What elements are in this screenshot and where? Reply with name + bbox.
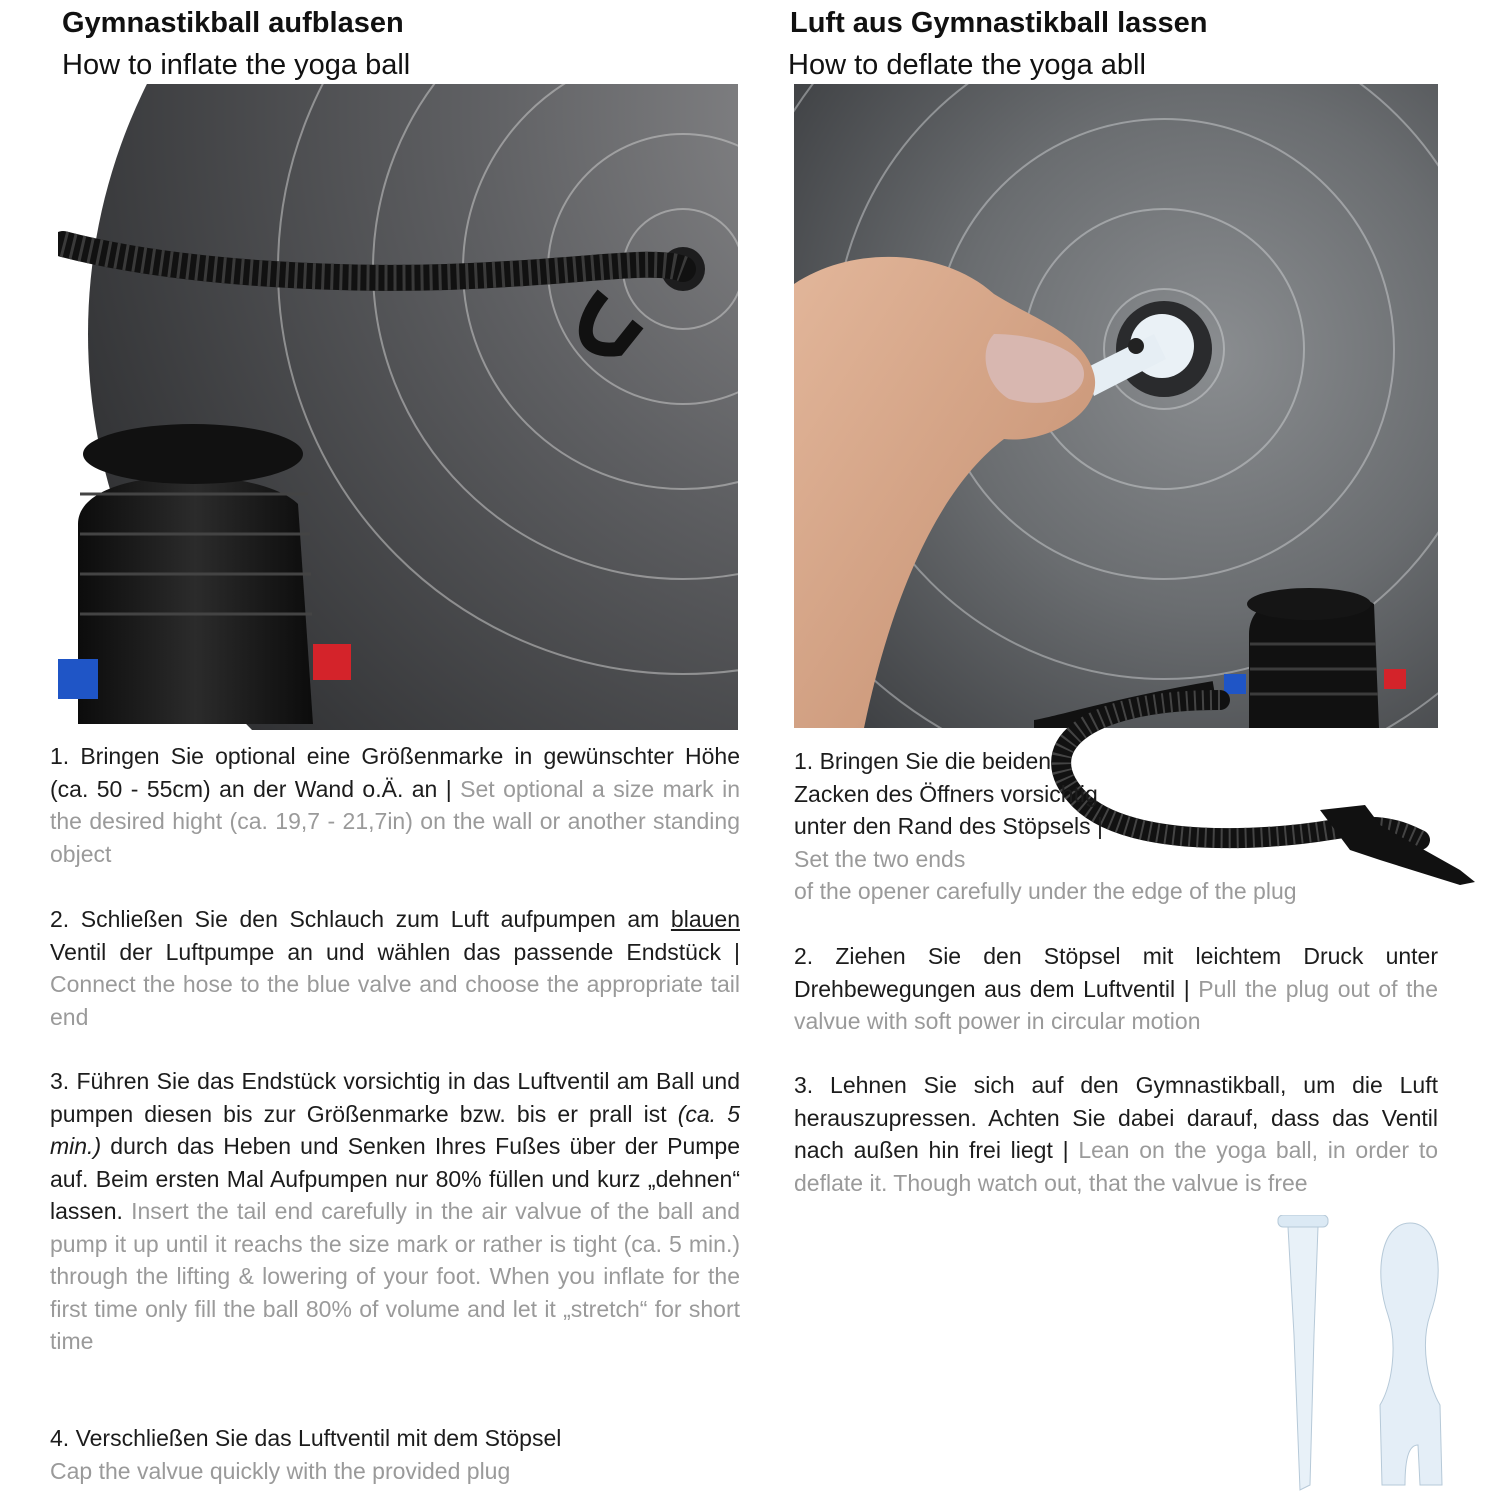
opener-icon (1380, 1223, 1442, 1485)
deflate-step-3-en: Lean on the yoga ball, in order to deflate it. Though watch out, that the valvue is free (794, 1137, 1439, 1196)
hand-removing-plug-image (794, 84, 1438, 728)
deflate-step-1 (794, 745, 1394, 908)
deflate-step-3 (794, 1069, 1438, 1199)
inflate-step-1-de: 1. Bringen Sie optional eine Größenmarke in gewünschter Höhe (ca. 50 - 55cm) an der Wand o.Ä. an | (50, 743, 740, 802)
inflate-step-3-de-b: durch das Heben und Senken Ihres Fußes über der Pumpe auf. Beim ersten Mal Aufpumpen nur 80% füllen und kurz „dehnen“ lassen. (50, 1133, 740, 1224)
inflate-step-2-de-b: Ventil der Luftpumpe an und wählen das passende Endstück | (50, 938, 740, 965)
deflate-step-1-de: 1. Bringen Sie die beiden Zacken des Öffners vorsichtig unter den Rand des Stöpsels | (794, 748, 1104, 839)
inflate-step-2 (50, 903, 740, 1033)
deflate-step-3-de: 3. Lehnen Sie sich auf den Gymnastikball, um die Luft herauszupressen. Achten Sie dabei darauf, dass das Ventil nach außen hin frei liegt | (794, 1072, 1438, 1163)
inflate-step-2-de-underlined: blauen (670, 906, 740, 932)
deflate-step-2 (794, 940, 1438, 1038)
inflate-step-3-en: Insert the tail end carefully in the air valvue of the ball and pump it up until it reachs the size mark or rather is tight (ca. 5 min.) through the lifting & lowering of your foot. When you inflate for the first time only fill the ball 80% of volume and let it „stretch“ for short time (50, 1198, 740, 1354)
inflate-step-4 (50, 1422, 740, 1487)
inflate-step-3 (50, 1065, 740, 1358)
ball-with-foot-pump-image (58, 84, 738, 730)
inflate-photo (58, 84, 738, 730)
inflate-title: Gymnastikball aufblasen (62, 7, 404, 39)
deflate-title: Luft aus Gymnastikball lassen (790, 7, 1208, 39)
inflate-step-4-en: Cap the valvue quickly with the provided plug (50, 1457, 511, 1484)
inflate-step-1 (50, 740, 740, 870)
inflate-step-1-en: Set optional a size mark in the desired hight (ca. 19,7 - 21,7in) on the wall or another standing object (50, 775, 740, 867)
inflate-step-4-de: 4. Verschließen Sie das Luftventil mit dem Stöpsel (50, 1425, 562, 1451)
plug-and-opener-graphic (1270, 1215, 1450, 1495)
plug-icon (1278, 1215, 1328, 1490)
deflate-step-2-en: Pull the plug out of the valvue with soft power in circular motion (794, 975, 1438, 1034)
inflate-subtitle: How to inflate the yoga ball (62, 49, 411, 81)
deflate-step-2-de: 2. Ziehen Sie den Stöpsel mit leichtem Druck unter Drehbewegungen aus dem Luftventil | (794, 943, 1438, 1002)
inflate-step-3-de-italic: (ca. 5 min.) (50, 1100, 740, 1159)
inflate-step-2-en: Connect the hose to the blue valve and choose the appropriate tail end (50, 971, 740, 1030)
deflate-step-1-en-b: of the opener carefully under the edge of the plug (794, 878, 1297, 904)
inflate-step-2-de-a: 2. Schließen Sie den Schlauch zum Luft aufpumpen am (50, 906, 671, 932)
deflate-step-1-en-a: Set the two ends (794, 845, 966, 872)
deflate-photo (794, 84, 1438, 728)
inflate-step-3-de-a: 3. Führen Sie das Endstück vorsichtig in das Luftventil am Ball und pumpen diesen bis zur Größenmarke bzw. bis er prall ist (50, 1068, 740, 1127)
deflate-subtitle: How to deflate the yoga abll (788, 49, 1146, 81)
